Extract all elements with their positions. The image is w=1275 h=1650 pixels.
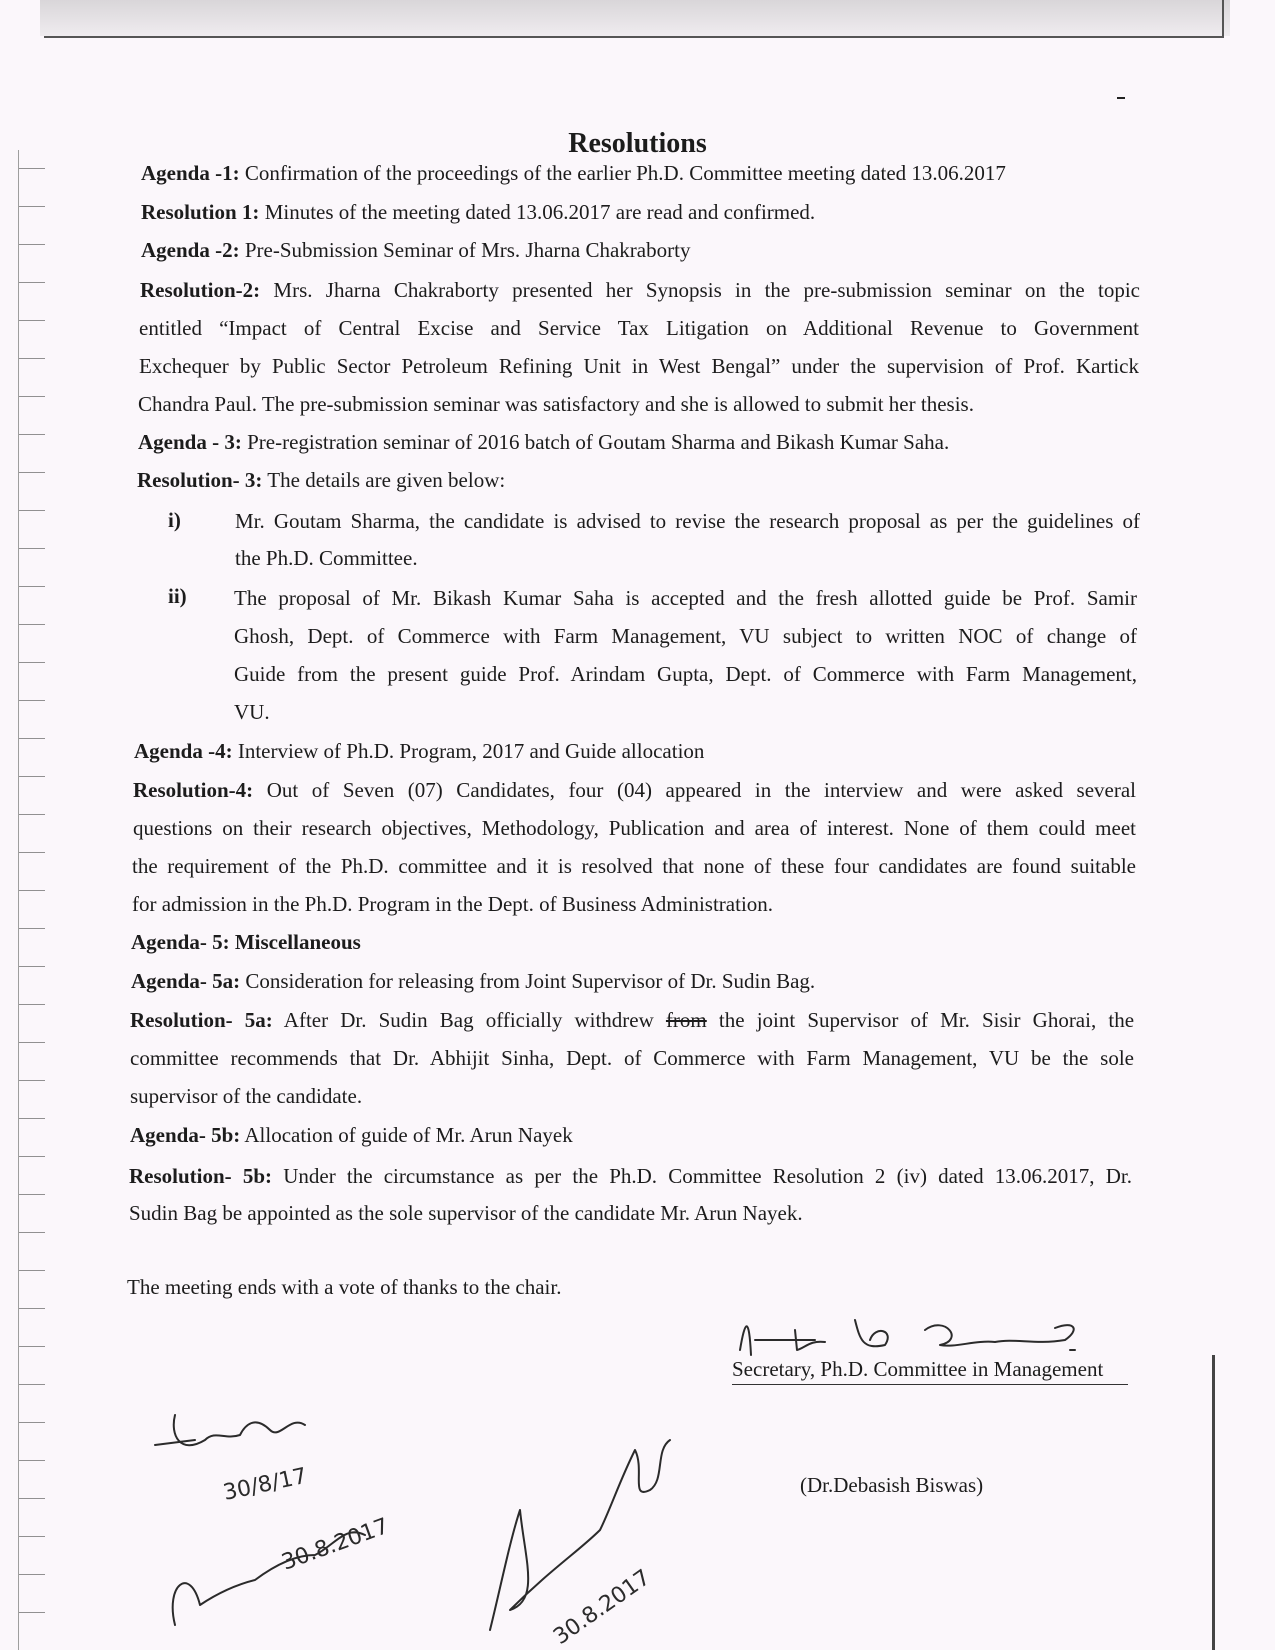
scan-speck bbox=[1117, 97, 1125, 99]
resolution-5a-line-1: Resolution- 5a: After Dr. Sudin Bag officially withdrew from the joint Supervisor of Mr. Sisir Ghorai, the bbox=[130, 1008, 1135, 1032]
resolution-3: Resolution- 3: The details are given below: bbox=[137, 468, 506, 492]
handwritten-date-3: 30.8.2017 bbox=[549, 1565, 656, 1650]
resolution-4-line-4: for admission in the Ph.D. Program in the Dept. of Business Administration. bbox=[132, 892, 774, 916]
resolution-2-line-4: Chandra Paul. The pre-submission seminar was satisfactory and she is allowed to submit her thesis. bbox=[138, 392, 974, 416]
resolution-2-line-1: Resolution-2: Mrs. Jharna Chakraborty presented her Synopsis in the pre-submission seminar on the topic bbox=[140, 278, 1140, 302]
sub-item-i-line-1: Mr. Goutam Sharma, the candidate is advised to revise the research proposal as per the guidelines of bbox=[235, 509, 1140, 533]
member-signature-2 bbox=[470, 1410, 750, 1650]
struck-word: from bbox=[665, 1008, 707, 1032]
signature-underline bbox=[732, 1384, 1128, 1385]
handwritten-date-1: 30/8/17 bbox=[221, 1463, 310, 1506]
handwritten-date-2: 30.8.2017 bbox=[278, 1513, 393, 1576]
scan-right-edge bbox=[1222, 0, 1224, 38]
resolution-2-line-3: Exchequer by Public Sector Petroleum Refining Unit in West Bengal” under the supervision of Prof. Kartick bbox=[139, 354, 1139, 378]
secretary-title: Secretary, Ph.D. Committee in Management bbox=[732, 1357, 1104, 1381]
resolution-1: Resolution 1: Minutes of the meeting dated 13.06.2017 are read and confirmed. bbox=[141, 200, 816, 224]
scan-top-shadow bbox=[40, 0, 1230, 36]
agenda-5b: Agenda- 5b: Allocation of guide of Mr. Arun Nayek bbox=[130, 1123, 573, 1147]
agenda-1: Agenda -1: Confirmation of the proceedings of the earlier Ph.D. Committee meeting dated 13.06.2017 bbox=[141, 161, 1006, 185]
agenda-5a: Agenda- 5a: Consideration for releasing from Joint Supervisor of Dr. Sudin Bag. bbox=[131, 969, 816, 993]
document-title: Resolutions bbox=[568, 128, 707, 159]
agenda-5: Agenda- 5: Miscellaneous bbox=[131, 930, 361, 954]
sub-item-ii-line-2: Ghosh, Dept. of Commerce with Farm Management, VU subject to written NOC of change of bbox=[234, 624, 1137, 648]
resolution-2-line-2: entitled “Impact of Central Excise and Service Tax Litigation on Additional Revenue to Government bbox=[139, 316, 1139, 340]
resolution-4-line-2: questions on their research objectives, Methodology, Publication and area of interest. None of them could meet bbox=[133, 816, 1136, 840]
sub-item-ii-line-4: VU. bbox=[234, 700, 270, 724]
resolution-5b-line-2: Sudin Bag be appointed as the sole supervisor of the candidate Mr. Arun Nayek. bbox=[129, 1201, 803, 1225]
scan-left-margin-marks bbox=[18, 150, 45, 1650]
agenda-2: Agenda -2: Pre-Submission Seminar of Mrs. Jharna Chakraborty bbox=[141, 238, 691, 262]
resolution-4-line-3: the requirement of the Ph.D. committee and it is resolved that none of these four candidates are found suitable bbox=[132, 854, 1136, 878]
agenda-3: Agenda - 3: Pre-registration seminar of 2016 batch of Goutam Sharma and Bikash Kumar Saha. bbox=[138, 430, 950, 454]
sub-item-i-line-2: the Ph.D. Committee. bbox=[235, 546, 418, 570]
agenda-4: Agenda -4: Interview of Ph.D. Program, 2017 and Guide allocation bbox=[134, 739, 705, 763]
sub-item-ii-line-1: The proposal of Mr. Bikash Kumar Saha is accepted and the fresh allotted guide be Prof. Samir bbox=[234, 586, 1137, 610]
resolution-5b-line-1: Resolution- 5b: Under the circumstance as per the Ph.D. Committee Resolution 2 (iv) dated 13.06.2017, Dr. bbox=[129, 1164, 1132, 1188]
resolution-4-line-1: Resolution-4: Out of Seven (07) Candidates, four (04) appeared in the interview and were asked several bbox=[133, 778, 1136, 802]
sub-item-ii-line-3: Guide from the present guide Prof. Arindam Gupta, Dept. of Commerce with Farm Management, bbox=[234, 662, 1137, 686]
resolution-5a-line-2: committee recommends that Dr. Abhijit Sinha, Dept. of Commerce with Farm Management, VU be the sole bbox=[130, 1046, 1134, 1070]
resolution-5a-line-3: supervisor of the candidate. bbox=[130, 1084, 363, 1108]
sub-item-number-i: i) bbox=[168, 508, 181, 532]
member-signature-1 bbox=[145, 1395, 445, 1635]
scan-right-edge-lower bbox=[1212, 1355, 1215, 1650]
secretary-name: (Dr.Debasish Biswas) bbox=[800, 1473, 984, 1497]
scan-top-edge bbox=[44, 36, 1224, 38]
closing-statement: The meeting ends with a vote of thanks to the chair. bbox=[127, 1275, 562, 1299]
sub-item-number-ii: ii) bbox=[168, 584, 187, 608]
